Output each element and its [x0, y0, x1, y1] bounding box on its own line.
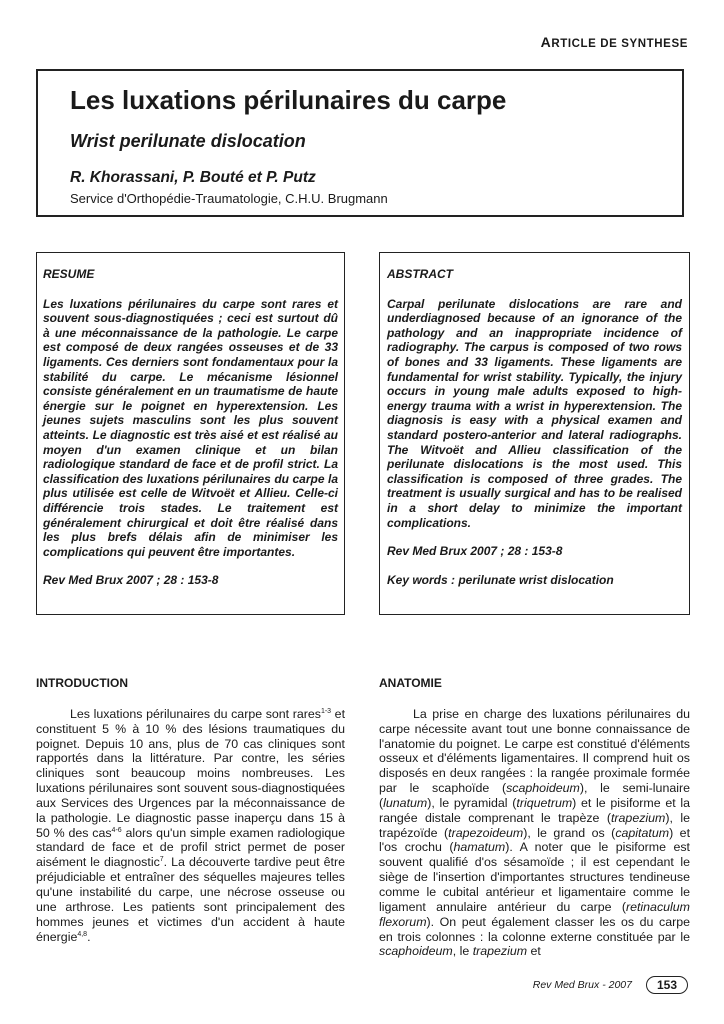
anatomie-paragraph: La prise en charge des luxations périlunaires du carpe nécessite avant tout une bonne connaissance de l'anatomie du poignet. Le carpe est constitué d'éléments osseux et d'éléments ligamentaires. Il comprend huit os disposés en deux rangées : la rangée proximale formée par le scaphoïde (scaphoideum), le semi-lunaire (lunatum), le pyramidal (triquetrum) et le pisiforme et la rangée distale comprenant le trapèze (trapezium), le trapézoïde (trapezoideum), le grand os (capitatum) et l'os crochu (hamatum). A noter que le pisiforme est souvent qualifié d'os sésamoïde ; il est cependant le siège de l'insertion d'importantes structures tendineuse comme le cubital antérieur et ligamentaire comme le ligament annulaire antérieur du carpe (retinaculum flexorum). On peut également classer les os du carpe en trois colonnes : la colonne externe constituée par le scaphoideum, le trapezium et [379, 706, 691, 959]
article-type-label: ARTICLE DE SYNTHESE [540, 34, 688, 50]
anatomie-heading: ANATOMIE [379, 676, 442, 690]
authors: R. Khorassani, P. Bouté et P. Putz [70, 169, 316, 186]
resume-box [36, 252, 345, 615]
article-subtitle: Wrist perilunate dislocation [70, 131, 306, 151]
abstract-citation: Rev Med Brux 2007 ; 28 : 153-8 [387, 544, 563, 559]
abstract-heading: ABSTRACT [387, 267, 453, 281]
page-number: 153 [646, 976, 688, 994]
keywords: Key words : perilunate wrist dislocation [387, 572, 614, 587]
resume-citation: Rev Med Brux 2007 ; 28 : 153-8 [43, 573, 219, 588]
abstract-box [379, 252, 690, 615]
anatomie-section [379, 676, 690, 959]
article-title: Les luxations périlunaires du carpe [70, 85, 507, 115]
footer-journal: Rev Med Brux - 2007 [532, 979, 632, 991]
affiliation: Service d'Orthopédie-Traumatologie, C.H.U. Brugmann [70, 191, 388, 206]
introduction-section [36, 676, 345, 944]
introduction-paragraph: Les luxations périlunaires du carpe sont rares$^{1-3}$ et constituent 5 % à 10 % des lésions traumatiques du poignet. Depuis 10 ans, plus de 70 cas cliniques sont rapportés dans la littérature. Par contre, les séries cliniques sont beaucoup moins nombreuses. Les luxations périlunaires sont souvent sous-diagnostiquées aux Services des Urgences par la méconnaissance de la pathologie. Le diagnostic passe inaperçu dans 15 à 50 % des cas$^{4-6}$ alors qu'un simple examen radiologique standard de face et de profil strict permet de poser aisément le diagnostic$^7$. La découverte tardive peut être préjudiciable et entraîner des séquelles majeures telles qu'une instabilité du carpe, une nécrose osseuse ou une arthrose. Les patients sont principalement des hommes jeunes et victimes d'un accident à haute énergie$^{4,8}$. [36, 706, 346, 944]
abstract-body: Carpal perilunate dislocations are rare and underdiagnosed because of an ignorance of the pathology and an inappropriate incidence of radiography. The carpus is composed of two rows of bones and 33 ligaments. These ligaments are fundamental for wrist stability. Typically, the injury occurs in young male adults exposed to high-energy trauma with a wrist in hyperextension. The diagnosis is easy with a physical examen and standard postero-anterior and lateral radiographs. The Witvoët and Allieu classification of the perilunate dislocations is the most used. This classification is composed of three grades. The treatment is usually surgical and has to be realised in a short delay to minimize the important complications. [387, 296, 682, 530]
page-footer [533, 976, 688, 994]
resume-heading: RESUME [43, 267, 95, 281]
title-box [36, 69, 684, 217]
introduction-heading: INTRODUCTION [36, 676, 128, 690]
resume-body: Les luxations périlunaires du carpe sont rares et souvent sous-diagnostiquées ; ceci est surtout dû à une méconnaissance de la pathologie. Le carpe est composé de deux rangées osseuses et de 33 ligaments. Ces derniers sont fondamentaux pour la stabilité du carpe. Le mécanisme lésionnel consiste généralement en un traumatisme de haute énergie sur le poignet en hyperextension. Les jeunes sujets masculins sont les plus souvent atteints. Le diagnostic est très aisé et est réalisé au moyen d'un examen clinique et un bilan radiologique standard de face et de profil strict. La classification des luxations périlunaires du carpe la plus utilisée est celle de Witvoët et Allieu. Celle-ci différencie trois stades. Le traitement est généralement chirurgical et doit être réalisé dans les plus brefs délais afin de minimiser les complications qui peuvent être importantes. [43, 296, 338, 559]
